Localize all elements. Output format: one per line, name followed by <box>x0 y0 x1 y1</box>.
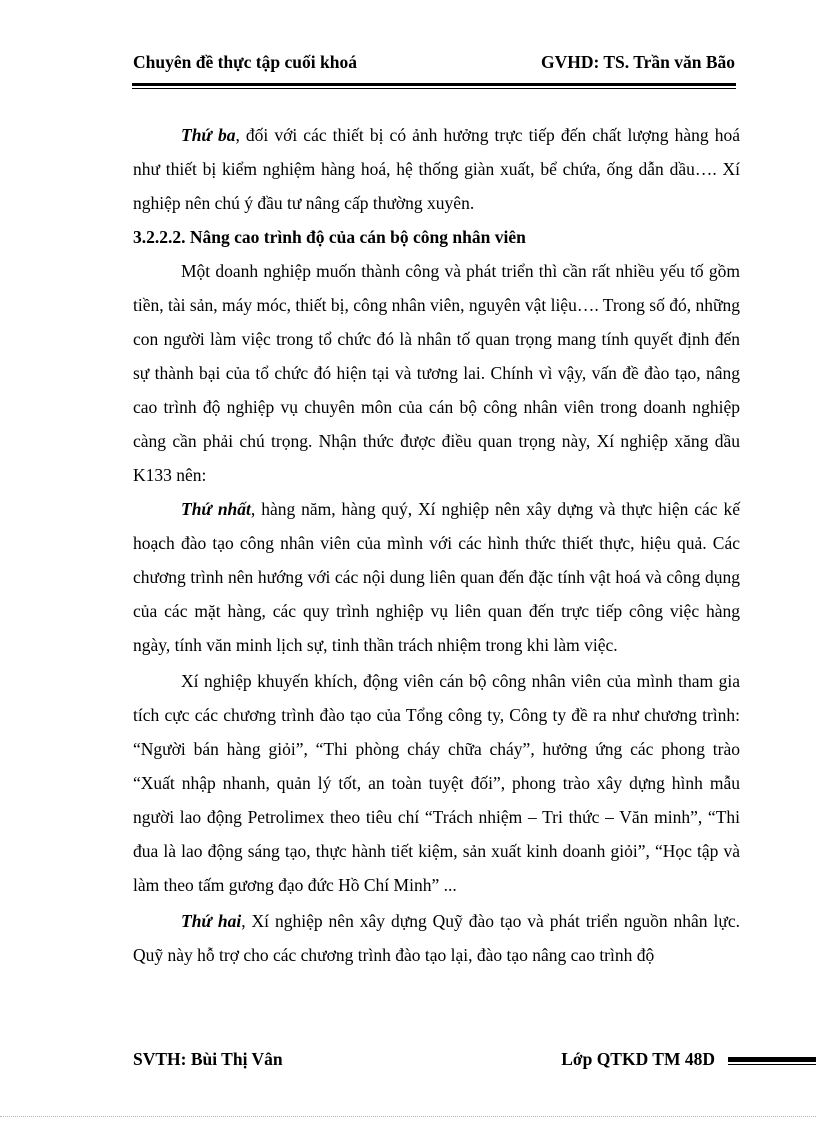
paragraph-programs: Xí nghiệp khuyến khích, động viên cán bộ công nhân viên của mình tham gia tích cực các chương trình đào tạo của Tổng công ty, Công ty đề ra như chương trình: “Người bán hàng giỏi”, “Thi phòng cháy chữa cháy”, hưởng ứng các phong trào “Xuất nhập nhanh, quản lý tốt, an toàn tuyệt đối”, phong trào xây dựng hình mẫu người lao động Petrolimex theo tiêu chí “Trách nhiệm – Tri thức – Văn minh”, “Thi đua là lao động sáng tạo, thực hành tiết kiệm, sản xuất kinh doanh giỏi”, “Học tập và làm theo tấm gương đạo đức Hồ Chí Minh” ... <box>133 671 740 895</box>
paragraph-lead: Thứ hai <box>181 911 242 931</box>
footer-rule-thin <box>728 1064 816 1065</box>
paragraph-lead: Thứ ba <box>181 125 236 145</box>
paragraph-text: , đối với các thiết bị có ảnh hưởng trực tiếp đến chất lượng hàng hoá như thiết bị kiểm nghiệm hàng hoá, hệ thống giàn xuất, bể chứa, ống dẫn dầu…. Xí nghiệp nên chú ý đầu tư nâng cấp thường xuyên. <box>133 125 740 213</box>
page-edge-divider <box>0 1116 816 1117</box>
header-rule-thick <box>132 83 736 86</box>
footer-student: SVTH: Bùi Thị Vân <box>133 1049 283 1069</box>
paragraph-intro: Một doanh nghiệp muốn thành công và phát triển thì cần rất nhiều yếu tố gồm tiền, tài sản, máy móc, thiết bị, công nhân viên, nguyên vật liệu…. Trong số đó, những con người làm việc trong tổ chức đó là nhân tố quan trọng mang tính quyết định đến sự thành bại của tổ chức đó hiện tại và tương lai. Chính vì vậy, vấn đề đào tạo, nâng cao trình độ nghiệp vụ chuyên môn của cán bộ công nhân viên trong doanh nghiệp càng cần phải chú trọng. Nhận thức được điều quan trọng này, Xí nghiệp xăng dầu K133 nên: <box>133 261 740 485</box>
paragraph-thu-ba <box>133 118 740 220</box>
header-rule-thin <box>132 88 736 89</box>
header-advisor: GVHD: TS. Trần văn Bão <box>540 52 735 72</box>
section-heading: 3.2.2.2. Nâng cao trình độ của cán bộ công nhân viên <box>133 227 526 247</box>
footer-rule <box>728 1057 816 1066</box>
paragraph-text: , hàng năm, hàng quý, Xí nghiệp nên xây dựng và thực hiện các kế hoạch đào tạo công nhân viên của mình với các hình thức thiết thực, hiệu quả. Các chương trình nên hướng với các nội dung liên quan đến đặc tính vật hoá và công dụng của các mặt hàng, các quy trình nghiệp vụ liên quan đến trực tiếp công việc hàng ngày, tính văn minh lịch sự, tinh thần trách nhiệm trong khi làm việc. <box>133 499 740 655</box>
paragraph-thu-hai <box>133 904 740 972</box>
footer-rule-thick <box>728 1057 816 1062</box>
header-report-title: Chuyên đề thực tập cuối khoá <box>133 52 357 72</box>
paragraph-lead: Thứ nhất <box>181 499 251 519</box>
page-header <box>133 52 735 76</box>
footer-class: Lớp QTKD TM 48D <box>561 1049 715 1069</box>
paragraph-thu-nhat <box>133 492 740 662</box>
document-body <box>133 118 740 972</box>
page-footer <box>133 1049 715 1073</box>
paragraph-text: , Xí nghiệp nên xây dựng Quỹ đào tạo và phát triển nguồn nhân lực. Quỹ này hỗ trợ cho các chương trình đào tạo lại, đào tạo nâng cao trình độ <box>133 911 740 965</box>
